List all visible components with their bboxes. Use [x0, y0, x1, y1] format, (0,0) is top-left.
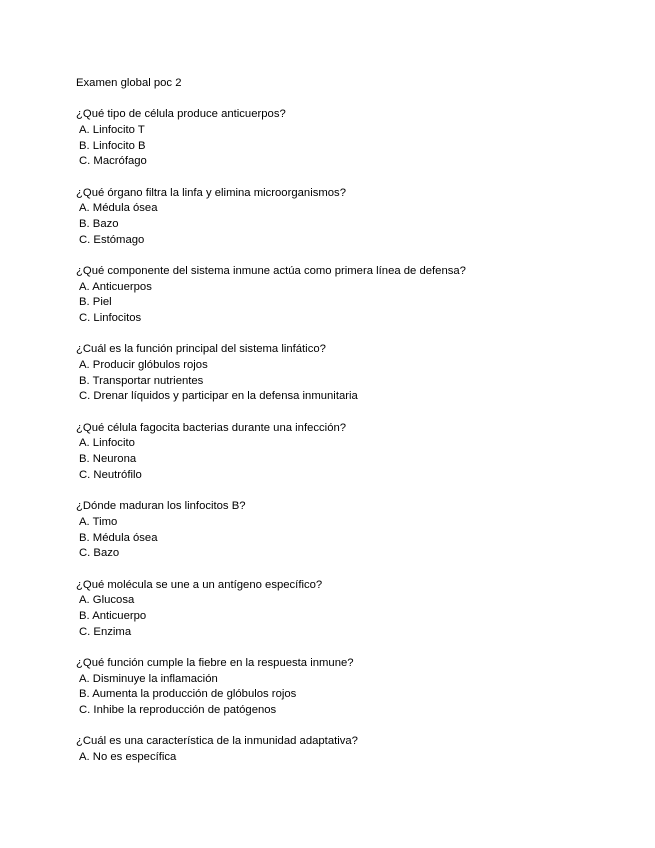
answer-option: C. Inhibe la reproducción de patógenos	[79, 704, 277, 717]
answer-option: B. Linfocito B	[79, 139, 146, 152]
options-list	[76, 593, 616, 640]
options-list	[76, 201, 616, 248]
question-block	[76, 734, 616, 765]
answer-option: A. Linfocito	[79, 437, 135, 450]
question-block	[76, 186, 616, 249]
question-text: ¿Cuál es una característica de la inmunidad adaptativa?	[76, 735, 358, 748]
document-content	[76, 76, 616, 781]
options-list	[76, 358, 616, 405]
options-list	[76, 750, 616, 766]
document-title: Examen global poc 2	[76, 77, 182, 89]
options-list	[76, 436, 616, 483]
question-block	[76, 578, 616, 641]
answer-option: A. Timo	[79, 515, 118, 528]
answer-option: C. Macrófago	[79, 155, 147, 168]
question-block	[76, 656, 616, 719]
answer-option: C. Neutrófilo	[79, 468, 142, 481]
answer-option: A. Anticuerpos	[79, 280, 152, 293]
answer-option: B. Aumenta la producción de glóbulos rojos	[79, 688, 297, 701]
answer-option: A. Disminuye la inflamación	[79, 672, 218, 685]
answer-option: B. Neurona	[79, 453, 137, 466]
question-block	[76, 342, 616, 405]
answer-option: C. Enzima	[79, 625, 132, 638]
question-text: ¿Qué célula fagocita bacterias durante una infección?	[76, 421, 347, 434]
options-list	[76, 515, 616, 562]
answer-option: C. Drenar líquidos y participar en la defensa inmunitaria	[79, 390, 358, 403]
question-text: ¿Qué función cumple la fiebre en la respuesta inmune?	[76, 656, 354, 669]
question-text: ¿Cuál es la función principal del sistema linfático?	[76, 343, 326, 356]
question-text: ¿Qué molécula se une a un antígeno específico?	[76, 578, 323, 591]
answer-option: C. Linfocitos	[79, 312, 142, 325]
options-list	[76, 123, 616, 170]
question-text: ¿Qué tipo de célula produce anticuerpos?	[76, 108, 286, 121]
answer-option: B. Bazo	[79, 217, 119, 230]
question-text: ¿Qué órgano filtra la linfa y elimina microorganismos?	[76, 186, 346, 199]
answer-option: C. Bazo	[79, 547, 120, 560]
answer-option: B. Piel	[79, 296, 112, 309]
answer-option: B. Médula ósea	[79, 531, 158, 544]
answer-option: A. Linfocito T	[79, 123, 145, 136]
question-block	[76, 499, 616, 562]
question-text: ¿Qué componente del sistema inmune actúa como primera línea de defensa?	[76, 264, 466, 277]
answer-option: B. Transportar nutrientes	[79, 374, 204, 387]
answer-option: A. Glucosa	[79, 594, 135, 607]
options-list	[76, 672, 616, 719]
answer-option: A. Producir glóbulos rojos	[79, 359, 208, 372]
answer-option: C. Estómago	[79, 233, 145, 246]
options-list	[76, 280, 616, 327]
question-text: ¿Dónde maduran los linfocitos B?	[76, 500, 246, 513]
question-block	[76, 264, 616, 327]
question-block	[76, 107, 616, 170]
answer-option: B. Anticuerpo	[79, 609, 147, 622]
answer-option: A. Médula ósea	[79, 202, 158, 215]
question-block	[76, 421, 616, 484]
answer-option: A. No es específica	[79, 751, 177, 764]
